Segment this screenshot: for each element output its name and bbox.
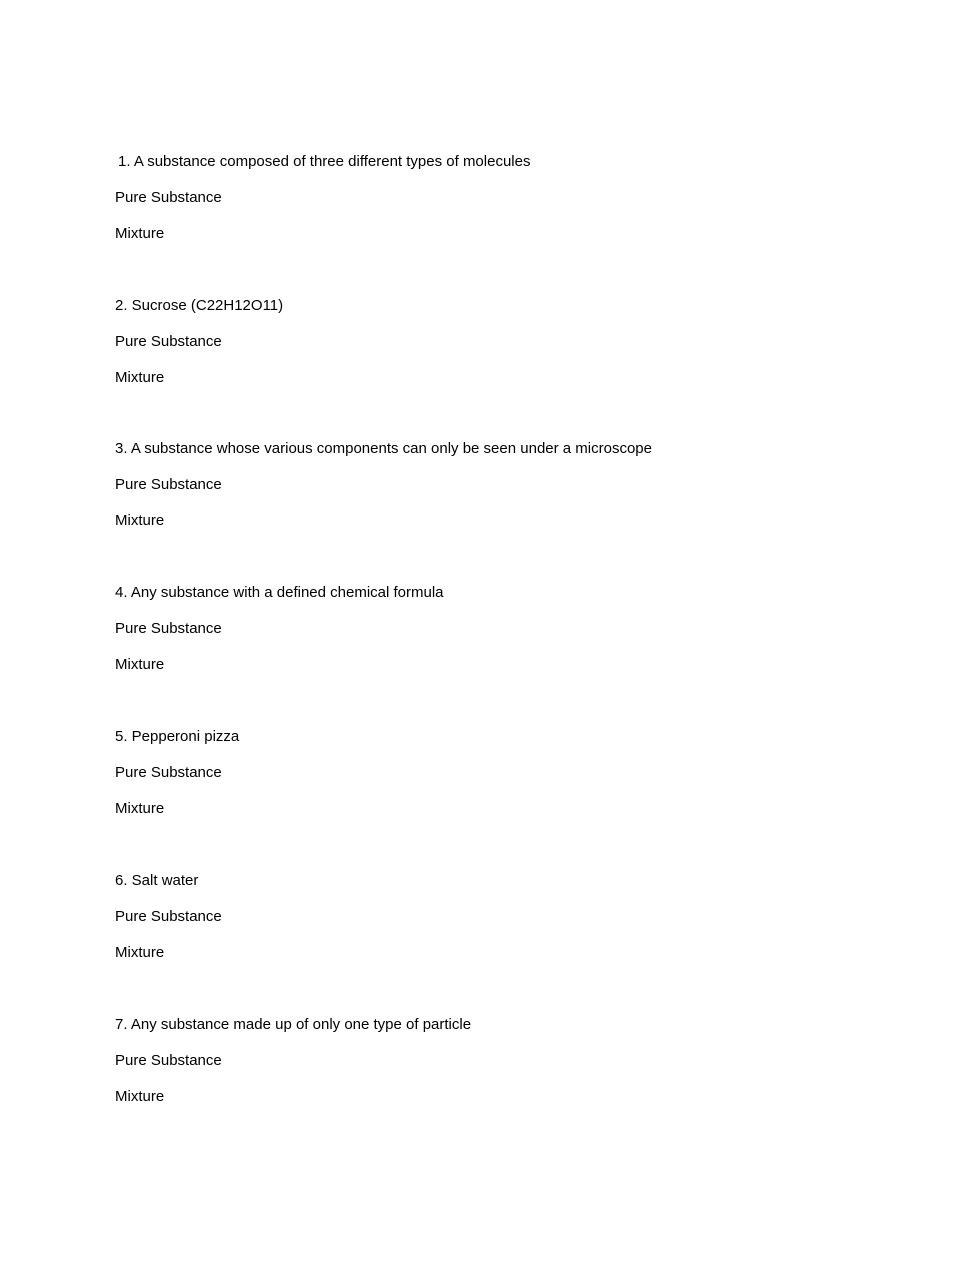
option-pure-substance[interactable]: Pure Substance	[115, 189, 222, 206]
option-pure-substance[interactable]: Pure Substance	[115, 476, 222, 493]
option-pure-substance[interactable]: Pure Substance	[115, 908, 222, 925]
option-mixture[interactable]: Mixture	[115, 656, 165, 673]
question-text: 3. A substance whose various components can only be seen under a microscope	[115, 440, 652, 457]
option-mixture[interactable]: Mixture	[115, 944, 165, 961]
question-text: 4. Any substance with a defined chemical formula	[115, 584, 444, 601]
question-text: 6. Salt water	[115, 872, 199, 889]
option-pure-substance[interactable]: Pure Substance	[115, 764, 222, 781]
option-pure-substance[interactable]: Pure Substance	[115, 1052, 222, 1069]
option-pure-substance[interactable]: Pure Substance	[115, 333, 222, 350]
question-text: 5. Pepperoni pizza	[115, 728, 240, 745]
option-mixture[interactable]: Mixture	[115, 225, 165, 242]
option-mixture[interactable]: Mixture	[115, 1088, 165, 1105]
option-mixture[interactable]: Mixture	[115, 800, 165, 817]
question-text: 7. Any substance made up of only one type of particle	[115, 1016, 472, 1033]
option-pure-substance[interactable]: Pure Substance	[115, 620, 222, 637]
question-text: 2. Sucrose (C22H12O11)	[115, 297, 284, 314]
option-mixture[interactable]: Mixture	[115, 369, 165, 386]
option-mixture[interactable]: Mixture	[115, 512, 165, 529]
question-text: 1. A substance composed of three different types of molecules	[118, 153, 531, 170]
